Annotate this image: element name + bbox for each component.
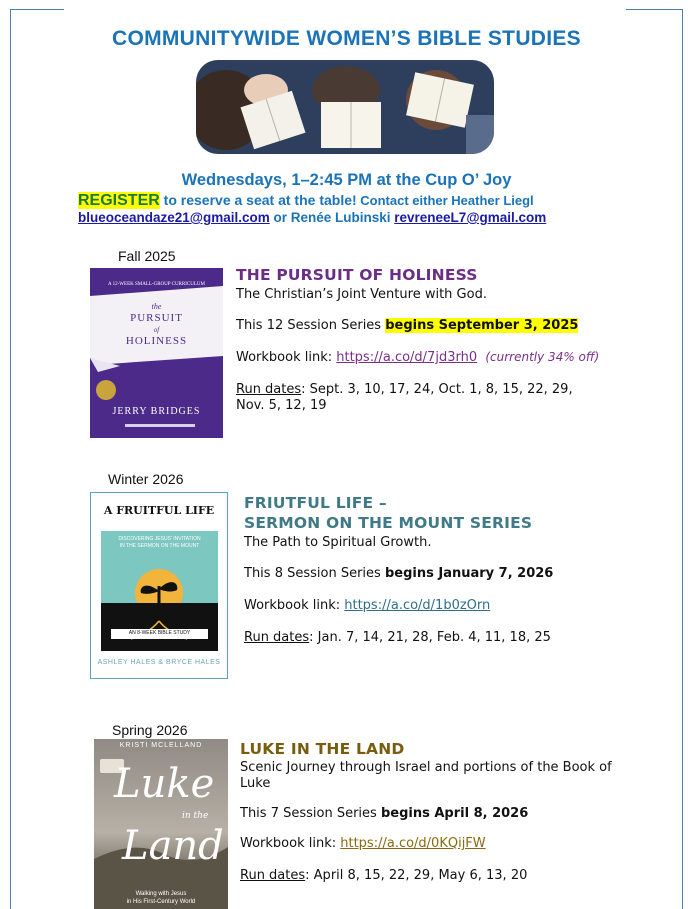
season-label-winter: Winter 2026: [108, 471, 184, 487]
season-label-spring: Spring 2026: [112, 722, 188, 738]
series-prefix: This 12 Session Series: [236, 318, 386, 333]
series-begins: begins April 8, 2026: [380, 806, 529, 821]
cover-word-luke: Luke: [114, 761, 215, 807]
series-line-fruitful: [244, 566, 553, 581]
season-label-fall: Fall 2025: [118, 248, 176, 264]
run-dates-label: Run dates: [244, 630, 310, 645]
cover-author: KRISTI MCLELLAND: [119, 742, 203, 749]
cover-the: the: [151, 302, 162, 311]
study-subtitle-luke-2: Luke: [240, 776, 271, 791]
study-subtitle-fruitful: The Path to Spiritual Growth.: [244, 535, 432, 550]
cover-tagline-2: IN THE SERMON ON THE MOUNT: [119, 543, 200, 549]
series-begins: begins January 7, 2026: [384, 566, 554, 581]
series-begins: begins September 3, 2025: [385, 318, 579, 333]
cover-badge: AN 8-WEEK BIBLE STUDY: [128, 630, 191, 636]
run-dates-pursuit-2: Nov. 5, 12, 19: [236, 398, 327, 413]
workbook-label: Workbook link:: [236, 350, 337, 365]
frame-left: [10, 9, 11, 909]
workbook-line-pursuit: [236, 350, 599, 365]
workbook-line-fruitful: [244, 598, 490, 613]
run-dates-1: : Jan. 7, 14, 21, 28, Feb. 4, 11, 18, 25: [309, 630, 551, 645]
cover-footer-2: in His First-Century World: [126, 899, 196, 905]
email-link-renee[interactable]: revreneeL7@gmail.com: [394, 210, 547, 225]
cover-line1: PURSUIT: [130, 312, 183, 324]
email-link-heather[interactable]: blueoceandaze21@gmail.com: [78, 210, 270, 225]
workbook-link-fruitful[interactable]: https://a.co/d/1b0zOrn: [344, 598, 491, 613]
run-dates-fruitful: [244, 630, 551, 645]
run-dates-label: Run dates: [236, 382, 302, 397]
run-dates-1: : Sept. 3, 10, 17, 24, Oct. 1, 8, 15, 22, 29,: [301, 382, 573, 397]
workbook-label: Workbook link:: [240, 836, 341, 851]
run-dates-label: Run dates: [240, 868, 306, 883]
run-dates-pursuit: [236, 382, 573, 397]
contact-intro: Contact either Heather Liegl: [356, 193, 534, 208]
cover-footer-1: Walking with Jesus: [135, 891, 187, 897]
cover-author: JERRY BRIDGES: [112, 406, 201, 417]
cover-art-panel: [101, 531, 218, 651]
series-line-luke: [240, 806, 528, 821]
study-title-fruitful-2: SERMON ON THE MOUNT SERIES: [244, 514, 533, 532]
register-label: REGISTER: [78, 192, 160, 209]
cover-word-land: Land: [122, 823, 224, 869]
study-title-luke: LUKE IN THE LAND: [240, 740, 405, 758]
book-cover-fruitful-life: [90, 492, 228, 679]
contact-line: [78, 210, 546, 225]
register-line: [78, 192, 534, 210]
study-subtitle-luke-1: Scenic Journey through Israel and portions of the Book of: [240, 760, 612, 775]
study-title-fruitful-1: FRIUTFUL LIFE –: [244, 494, 387, 512]
page-title: COMMUNITYWIDE WOMEN’S BIBLE STUDIES: [112, 27, 581, 50]
study-title-pursuit: THE PURSUIT OF HOLINESS: [236, 266, 478, 284]
frame-top-right: [626, 9, 683, 10]
register-text: to reserve a seat at the table!: [159, 192, 357, 208]
series-prefix: This 7 Session Series: [240, 806, 381, 821]
cover-tagline-1: DISCOVERING JESUS' INVITATION: [118, 536, 201, 542]
frame-top-left: [10, 9, 64, 10]
run-dates-luke: [240, 868, 527, 883]
cover-of: of: [153, 326, 160, 334]
cover-title: A FRUITFUL LIFE: [103, 504, 215, 517]
cover-top-text: A 12-WEEK SMALL-GROUP CURRICULUM: [108, 282, 205, 287]
meeting-time: Wednesdays, 1–2:45 PM at the Cup O’ Joy: [181, 171, 512, 189]
series-line-pursuit: [236, 318, 578, 333]
workbook-link-luke[interactable]: https://a.co/d/0KQijFW: [340, 836, 486, 851]
cover-authors: ASHLEY HALES & BRYCE HALES: [97, 659, 221, 666]
study-subtitle-pursuit: The Christian’s Joint Venture with God.: [236, 287, 487, 302]
book-cover-luke-in-the-land: [94, 739, 228, 909]
frame-right: [682, 9, 683, 909]
workbook-label: Workbook link:: [244, 598, 345, 613]
workbook-note: (currently 34% off): [485, 350, 600, 364]
cover-line2: HOLINESS: [125, 335, 188, 347]
workbook-line-luke: [240, 836, 486, 851]
contact-or-text: or Renée Lubinski: [269, 210, 395, 225]
series-prefix: This 8 Session Series: [244, 566, 385, 581]
run-dates-1: : April 8, 15, 22, 29, May 6, 13, 20: [305, 868, 528, 883]
book-cover-pursuit-of-holiness: [90, 268, 223, 438]
cover-word-in-the: in the: [182, 811, 209, 821]
workbook-link-pursuit[interactable]: https://a.co/d/7jd3rh0: [336, 350, 478, 365]
hero-photo: [196, 60, 494, 154]
